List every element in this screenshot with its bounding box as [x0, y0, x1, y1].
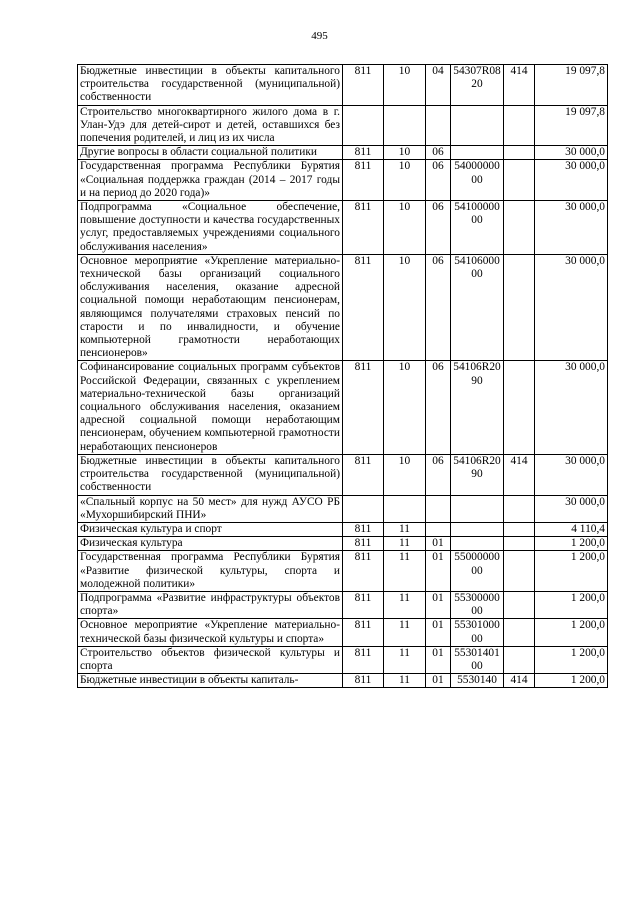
- cell-name: Государственная программа Республики Бурятия «Развитие физической культуры, спорта и молодежной политики»: [78, 551, 343, 592]
- cell-gr: 811: [343, 361, 384, 454]
- cell-csr: 5530000000: [451, 591, 504, 618]
- table-row: [78, 160, 608, 201]
- cell-csr: 5530140: [451, 674, 504, 688]
- cell-gr: 811: [343, 537, 384, 551]
- cell-csr: 54106R2090: [451, 454, 504, 495]
- cell-name: «Спальный корпус на 50 мест» для нужд АУСО РБ «Мухоршибирский ПНИ»: [78, 495, 343, 522]
- cell-gr: 811: [343, 646, 384, 673]
- cell-gr: 811: [343, 591, 384, 618]
- cell-name: Подпрограмма «Социальное обеспечение, повышение доступности и качества государственных услуг, предоставляемых учреждениями социального обслуживания населения»: [78, 201, 343, 255]
- cell-rz: 10: [384, 146, 426, 160]
- cell-sum: 19 097,8: [535, 65, 608, 106]
- cell-sum: 1 200,0: [535, 674, 608, 688]
- cell-csr: 5400000000: [451, 160, 504, 201]
- cell-gr: 811: [343, 65, 384, 106]
- cell-rz: 11: [384, 522, 426, 536]
- cell-csr: 5500000000: [451, 551, 504, 592]
- cell-gr: 811: [343, 146, 384, 160]
- cell-sum: 1 200,0: [535, 646, 608, 673]
- cell-gr: [343, 495, 384, 522]
- page-number: 495: [311, 30, 328, 42]
- cell-sum: 30 000,0: [535, 254, 608, 361]
- budget-table: [77, 64, 608, 688]
- table-row: [78, 254, 608, 361]
- cell-pr: 01: [426, 674, 451, 688]
- cell-vr: 414: [504, 65, 535, 106]
- cell-csr: [451, 522, 504, 536]
- cell-vr: [504, 619, 535, 646]
- table-row: [78, 551, 608, 592]
- cell-sum: 30 000,0: [535, 160, 608, 201]
- cell-gr: 811: [343, 674, 384, 688]
- cell-vr: [504, 495, 535, 522]
- table-row: [78, 537, 608, 551]
- cell-sum: 30 000,0: [535, 495, 608, 522]
- cell-name: Строительство объектов физической культуры и спорта: [78, 646, 343, 673]
- table-row: [78, 201, 608, 255]
- table-row: [78, 495, 608, 522]
- cell-vr: 414: [504, 674, 535, 688]
- cell-name: Строительство многоквартирного жилого дома в г. Улан-Удэ для детей-сирот и детей, оставшихся без попечения родителей, и лиц из их числа: [78, 105, 343, 146]
- cell-gr: 811: [343, 522, 384, 536]
- cell-pr: [426, 105, 451, 146]
- table-row: [78, 65, 608, 106]
- cell-pr: 01: [426, 537, 451, 551]
- cell-rz: 10: [384, 254, 426, 361]
- cell-name: Другие вопросы в области социальной политики: [78, 146, 343, 160]
- cell-name: Бюджетные инвестиции в объекты капитального строительства государственной (муниципальной) собственности: [78, 454, 343, 495]
- cell-vr: [504, 160, 535, 201]
- cell-sum: 30 000,0: [535, 454, 608, 495]
- cell-rz: 11: [384, 646, 426, 673]
- cell-name: Подпрограмма «Развитие инфраструктуры объектов спорта»: [78, 591, 343, 618]
- table-row: [78, 361, 608, 454]
- cell-csr: 5530140100: [451, 646, 504, 673]
- cell-csr: 5530100000: [451, 619, 504, 646]
- cell-rz: 10: [384, 201, 426, 255]
- table-row: [78, 522, 608, 536]
- cell-vr: 414: [504, 454, 535, 495]
- cell-csr: [451, 495, 504, 522]
- cell-sum: 19 097,8: [535, 105, 608, 146]
- cell-rz: 11: [384, 674, 426, 688]
- table-row: [78, 674, 608, 688]
- cell-pr: 01: [426, 619, 451, 646]
- cell-csr: 5410600000: [451, 254, 504, 361]
- cell-rz: 10: [384, 454, 426, 495]
- cell-rz: 11: [384, 591, 426, 618]
- cell-gr: 811: [343, 551, 384, 592]
- cell-rz: [384, 105, 426, 146]
- cell-pr: 06: [426, 201, 451, 255]
- cell-vr: [504, 254, 535, 361]
- cell-name: Основное мероприятие «Укрепление материально-технической базы физической культуры и спорта»: [78, 619, 343, 646]
- cell-vr: [504, 361, 535, 454]
- cell-rz: 10: [384, 65, 426, 106]
- cell-vr: [504, 105, 535, 146]
- cell-vr: [504, 551, 535, 592]
- cell-csr: 54106R2090: [451, 361, 504, 454]
- cell-pr: 04: [426, 65, 451, 106]
- table-row: [78, 105, 608, 146]
- cell-name: Бюджетные инвестиции в объекты капитального строительства государственной (муниципальной) собственности: [78, 65, 343, 106]
- cell-name: Государственная программа Республики Бурятия «Социальная поддержка граждан (2014 – 2017 годы и на период до 2020 года)»: [78, 160, 343, 201]
- cell-csr: 54307R0820: [451, 65, 504, 106]
- table-row: [78, 454, 608, 495]
- cell-vr: [504, 146, 535, 160]
- cell-pr: [426, 495, 451, 522]
- table-row: [78, 591, 608, 618]
- cell-pr: 06: [426, 146, 451, 160]
- cell-name: Бюджетные инвестиции в объекты капиталь-: [78, 674, 343, 688]
- cell-sum: 1 200,0: [535, 619, 608, 646]
- cell-vr: [504, 522, 535, 536]
- cell-name: Основное мероприятие «Укрепление материально-технической базы организаций социального обслуживания населения, оказание адресной социальной помощи неработающим пенсионерам, являющимся получателями страховых пенсий по старости и по инвалидности, и обучение компьютерной грамотности неработающих пенсионеров»: [78, 254, 343, 361]
- cell-name: Софинансирование социальных программ субъектов Российской Федерации, связанных с укреплением материально-технической базы организаций социального обслуживания населения, оказанием адресной социальной помощи неработающим пенсионерам, обучением компьютерной грамотности неработающих пенсионеров: [78, 361, 343, 454]
- cell-gr: 811: [343, 254, 384, 361]
- cell-sum: 30 000,0: [535, 146, 608, 160]
- table-row: [78, 646, 608, 673]
- cell-csr: [451, 105, 504, 146]
- cell-vr: [504, 201, 535, 255]
- cell-sum: 1 200,0: [535, 591, 608, 618]
- cell-vr: [504, 646, 535, 673]
- cell-sum: 30 000,0: [535, 201, 608, 255]
- cell-rz: 11: [384, 537, 426, 551]
- cell-rz: 10: [384, 361, 426, 454]
- cell-pr: 06: [426, 254, 451, 361]
- cell-sum: 4 110,4: [535, 522, 608, 536]
- cell-name: Физическая культура и спорт: [78, 522, 343, 536]
- cell-gr: 811: [343, 160, 384, 201]
- cell-pr: [426, 522, 451, 536]
- cell-gr: 811: [343, 454, 384, 495]
- cell-rz: 10: [384, 160, 426, 201]
- cell-vr: [504, 591, 535, 618]
- cell-sum: 1 200,0: [535, 537, 608, 551]
- cell-sum: 1 200,0: [535, 551, 608, 592]
- cell-name: Физическая культура: [78, 537, 343, 551]
- cell-csr: 5410000000: [451, 201, 504, 255]
- cell-pr: 01: [426, 551, 451, 592]
- cell-csr: [451, 146, 504, 160]
- cell-pr: 06: [426, 160, 451, 201]
- cell-gr: 811: [343, 619, 384, 646]
- cell-pr: 01: [426, 591, 451, 618]
- cell-rz: 11: [384, 551, 426, 592]
- cell-rz: [384, 495, 426, 522]
- table-row: [78, 619, 608, 646]
- cell-csr: [451, 537, 504, 551]
- cell-pr: 06: [426, 361, 451, 454]
- cell-sum: 30 000,0: [535, 361, 608, 454]
- table-row: [78, 146, 608, 160]
- cell-gr: 811: [343, 201, 384, 255]
- cell-pr: 06: [426, 454, 451, 495]
- cell-rz: 11: [384, 619, 426, 646]
- cell-pr: 01: [426, 646, 451, 673]
- cell-vr: [504, 537, 535, 551]
- cell-gr: [343, 105, 384, 146]
